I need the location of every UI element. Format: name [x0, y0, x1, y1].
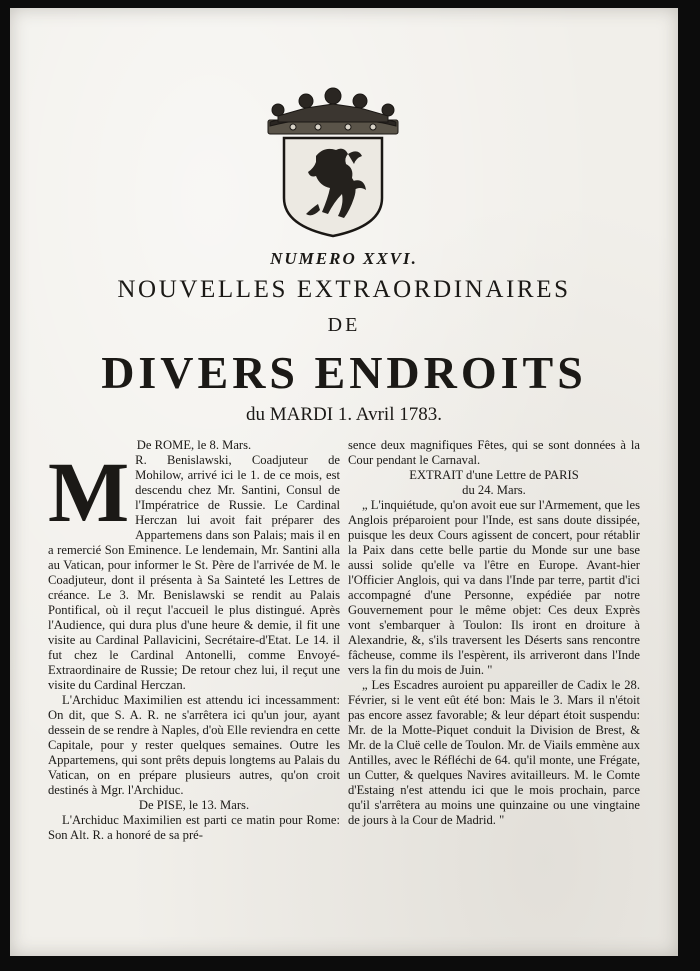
- masthead-title-de: DE: [327, 314, 361, 336]
- newspaper-page: [10, 8, 678, 956]
- crowned-lion-crest-icon: [258, 86, 408, 238]
- extrait-date: du 24. Mars.: [462, 483, 526, 497]
- paris-paragraph-2: „ Les Escadres auroient pu appareiller de Cadix le 28. Février, si le vent eût été bon: Mais le 3. Mars il n'étoit pas encore assez favorable; & leur départ étoit suspendu: Mr. de la Motte-Piquet conduit la Division de Brest, & Mr. de la Cluë celle de Toulon. Mr. de Viails emmène aux Antilles, avec le Réfléchi de 64. qu'il monte, une Frégate, un Cutter, & quelques Navires avitailleurs. M. le Comte d'Estaing n'est attendu ici que le mois prochain, parce qu'il s'arrêtera au moins une quinzaine ou une vingtaine de jours à la Cour de Madrid. ": [348, 678, 640, 827]
- issue-date: du MARDI 1. Avril 1783.: [246, 404, 442, 425]
- pise-paragraph-continued: sence deux magnifiques Fêtes, qui se sont données à la Cour pendant le Carnaval.: [348, 438, 640, 467]
- issue-number: NUMERO XXVI.: [270, 249, 418, 268]
- masthead-title-line2: DIVERS ENDROITS: [101, 347, 587, 398]
- extrait-title: EXTRAIT d'une Lettre de PARIS: [409, 468, 579, 482]
- rome-paragraph-1-text: R. Benislawski, Coadjuteur de Mohilow, arrivé ici le 1. de ce mois, est descendu chez Mr. Santini, Consul de l'Impératrice de Russie. Le Cardinal Herczan lui avoit fait préparer des Appartemens dans son Palais; mais il en a remercié Son Eminence. Le lendemain, Mr. Santini alla au Vatican, pour informer le St. Père de l'arrivée de M. le Coadjuteur, dont il présenta à Sa Sainteté les Lettres de créance. Le 3. Mr. Benislawski se rendit au Palais Pontifical, où il reçut l'accueil le plus distingué. Après l'Audience, qui dura plus d'une heure & demie, il fit une visite au Cardinal Pallavicini, Secrétaire-d'Etat. Le 14. il fut chez le Cardinal Antonelli, comme Envoyé-Extraordinaire de Russie; De retour chez lui, il reçut une visite du Cardinal Herczan.: [48, 453, 340, 692]
- rome-dateline: De ROME, le 8. Mars.: [136, 438, 252, 452]
- pise-dateline: De PISE, le 13. Mars.: [138, 798, 250, 812]
- drop-cap: M: [48, 444, 130, 540]
- paris-paragraph-1: „ L'inquiétude, qu'on avoit eue sur l'Armement, que les Anglois préparoient pour l'Inde, est sans doute dissipée, puisque les deux Cours agissent de concert, pour rétablir la Paix dans cette belle partie du Monde sur une base aussi solide qu'elle va l'être en Europe. Avant-hier l'Officier Anglois, qui va dans l'Inde par terre, partit d'ici accompagné d'une Personne, expédiée par notre Gouvernement pour le même objet: Ces deux Exprès vont s'embarquer à Toulon: Ils iront en droiture à Alexandrie, &, s'ils traversent les Déserts sans rencontre fâcheuse, comme ils l'espèrent, ils arriveront dans l'Inde vers la fin du mois de Juin. ": [348, 498, 640, 677]
- right-column: [348, 438, 640, 828]
- masthead-title-line1: NOUVELLES EXTRAORDINAIRES: [117, 276, 571, 303]
- left-column: [48, 438, 340, 843]
- rome-paragraph-2: L'Archiduc Maximilien est attendu ici incessamment: On dit, que S. A. R. ne s'arrêtera ici qu'un jour, ayant dessein de se rendre à Naples, d'où Elle reviendra en cette Capitale, pour y rester quelques semaines. Outre les Appartemens, qui sont prêts depuis longtems au Palais du Vatican, on en prépare plusieurs autres, qu'on croit destinés à Mgr. l'Archiduc.: [48, 693, 340, 797]
- pise-paragraph: L'Archiduc Maximilien est parti ce matin pour Rome: Son Alt. R. a honoré de sa pré-: [48, 813, 340, 842]
